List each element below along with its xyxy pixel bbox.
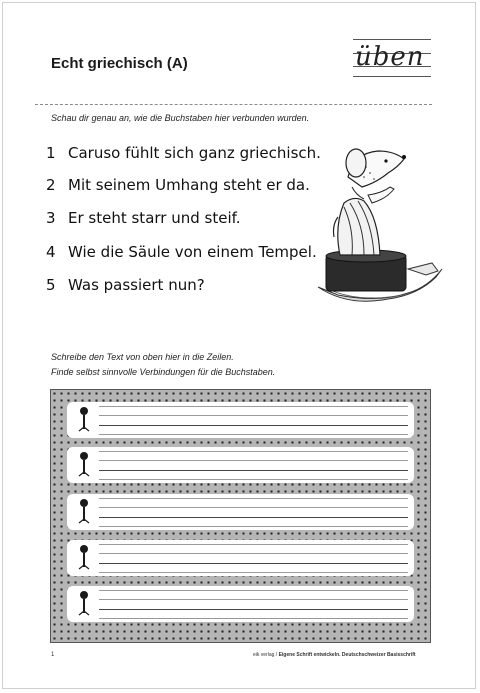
- guide-line: [99, 479, 408, 480]
- baseline: [99, 470, 408, 471]
- guide-line: [99, 460, 408, 461]
- instruction-bottom-line1: Schreibe den Text von oben hier in die Zeilen.: [51, 352, 234, 362]
- guide-line: [99, 618, 408, 619]
- baseline: [99, 425, 408, 426]
- page-title: Echt griechisch (A): [51, 55, 188, 72]
- instruction-top: Schau dir genau an, wie die Buchstaben hier verbunden wurden.: [51, 113, 310, 123]
- line-height-marker-icon: [73, 543, 95, 573]
- guide-line: [99, 498, 408, 499]
- guide-line: [99, 544, 408, 545]
- mouse-on-pedestal-icon: [308, 137, 448, 317]
- guide-line: [99, 553, 408, 554]
- writing-line[interactable]: [67, 494, 414, 530]
- sentence-number: 2: [46, 176, 56, 194]
- guide-line: [99, 526, 408, 527]
- baseline: [99, 609, 408, 610]
- sentence-item: [46, 209, 241, 227]
- sentence-number: 1: [46, 144, 56, 162]
- baseline: [99, 563, 408, 564]
- guide-line: [99, 599, 408, 600]
- sentence-item: [46, 176, 310, 194]
- footer-credit: [253, 652, 416, 658]
- sentence-text: Caruso fühlt sich ganz griechisch.: [68, 144, 321, 162]
- sentence-number: 3: [46, 209, 56, 227]
- instruction-bottom-line2: Finde selbst sinnvolle Verbindungen für die Buchstaben.: [51, 367, 276, 377]
- badge-top-line: [353, 39, 431, 40]
- guide-line: [99, 507, 408, 508]
- guide-line: [99, 451, 408, 452]
- sentence-text: Er steht starr und steif.: [68, 209, 241, 227]
- line-height-marker-icon: [73, 405, 95, 435]
- sentence-number: 5: [46, 276, 56, 294]
- instruction-bottom: [51, 350, 275, 380]
- dashed-divider: [35, 104, 432, 105]
- sentence-text: Wie die Säule von einem Tempel.: [68, 243, 317, 261]
- book-title: Eigene Schrift entwickeln. Deutschschweizer Basisschrift: [278, 652, 416, 658]
- publisher-name: eik verlag /: [253, 652, 279, 658]
- guide-line: [99, 415, 408, 416]
- guide-line: [99, 406, 408, 407]
- guide-line: [99, 590, 408, 591]
- writing-line[interactable]: [67, 402, 414, 438]
- line-height-marker-icon: [73, 450, 95, 480]
- badge-bottom-line: [353, 76, 431, 77]
- sentence-item: [46, 243, 317, 261]
- baseline: [99, 517, 408, 518]
- guide-line: [99, 572, 408, 573]
- page-number: 1: [51, 652, 55, 658]
- sentence-item: [46, 276, 205, 294]
- sentence-number: 4: [46, 243, 56, 261]
- writing-practice-area: [50, 389, 431, 643]
- sentence-text: Mit seinem Umhang steht er da.: [68, 176, 310, 194]
- guide-line: [99, 434, 408, 435]
- badge-text: üben: [355, 42, 425, 72]
- sentence-item: [46, 144, 321, 162]
- line-height-marker-icon: [73, 497, 95, 527]
- writing-line[interactable]: [67, 586, 414, 622]
- writing-line[interactable]: [67, 447, 414, 483]
- writing-line[interactable]: [67, 540, 414, 576]
- ueben-badge: [353, 39, 431, 77]
- sentence-text: Was passiert nun?: [68, 276, 205, 294]
- line-height-marker-icon: [73, 589, 95, 619]
